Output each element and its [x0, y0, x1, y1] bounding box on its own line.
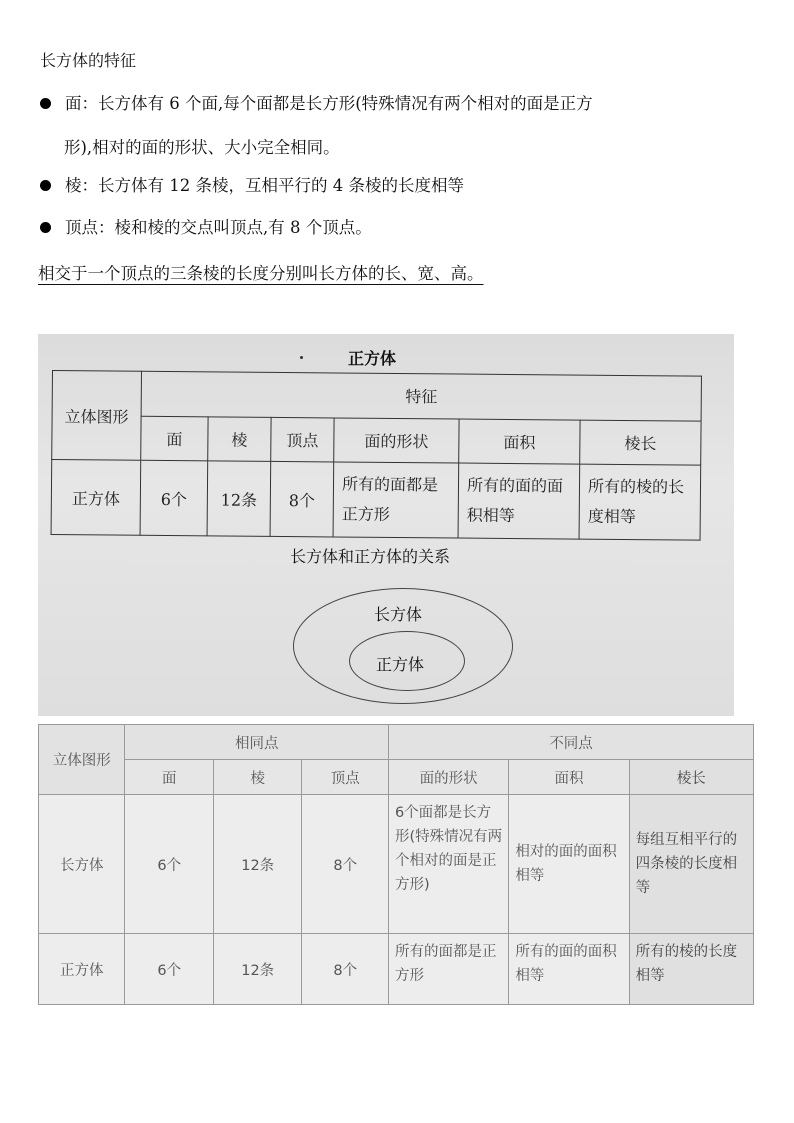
table-cell: 6个 — [125, 795, 213, 934]
table-cell: 所有的棱的长度相等 — [629, 934, 753, 1005]
row-label: 正方体 — [51, 460, 141, 536]
bullet-dot-icon — [40, 98, 51, 109]
table-cell: 6个 — [140, 460, 208, 536]
table-cell: 所有的棱的长度相等 — [579, 464, 701, 540]
bullet-edge-text: 棱：长方体有 12 条棱，互相平行的 4 条棱的长度相等 — [65, 176, 464, 195]
cube-feature-table — [51, 370, 702, 541]
table-cell: 每组互相平行的四条棱的长度相等 — [629, 795, 753, 934]
row-label: 正方体 — [39, 934, 125, 1005]
column-header: 面 — [141, 416, 208, 461]
comparison-scan-image — [38, 724, 754, 994]
table-cell: 8个 — [302, 795, 388, 934]
cube-label: 正方体 — [376, 655, 425, 674]
table-cell: 所有的面的面积相等 — [509, 934, 629, 1005]
bullet-face-text: 面：长方体有 6 个面,每个面都是长方形(特殊情况有两个相对的面是正方 — [65, 94, 593, 113]
table-cell: 6个面都是长方形(特殊情况有两个相对的面是正方形) — [388, 795, 508, 934]
column-header: 面积 — [459, 419, 580, 465]
column-header: 面积 — [509, 760, 629, 795]
table-cell: 所有的面都是正方形 — [333, 462, 459, 538]
same-header-cell: 相同点 — [125, 725, 388, 760]
feature-header-cell: 特征 — [141, 371, 701, 420]
row-label: 长方体 — [39, 795, 125, 934]
column-header: 棱长 — [629, 760, 753, 795]
column-header: 顶点 — [302, 760, 388, 795]
row-header-cell: 立体图形 — [39, 725, 125, 795]
table-cell: 所有的面都是正方形 — [388, 934, 508, 1005]
column-header: 棱 — [213, 760, 302, 795]
cuboid-label: 长方体 — [374, 605, 423, 624]
bullet-dot-icon — [40, 222, 51, 233]
column-header: 棱长 — [580, 420, 701, 466]
cube-table-title: 正方体 — [348, 349, 397, 368]
bullet-dot-icon — [40, 180, 51, 191]
bullet-edge — [40, 176, 765, 196]
relation-title: 长方体和正方体的关系 — [290, 547, 451, 566]
table-cell: 12条 — [207, 461, 271, 537]
comparison-table — [38, 724, 754, 1005]
bullet-vertex — [40, 218, 765, 238]
table-cell: 相对的面的面积相等 — [509, 795, 629, 934]
column-header: 面的形状 — [334, 417, 459, 463]
underlined-definition: 相交于一个顶点的三条棱的长度分别叫长方体的长、宽、高。 — [38, 264, 484, 283]
column-header: 面的形状 — [388, 760, 508, 795]
table-cell: 8个 — [302, 934, 388, 1005]
table-cell: 8个 — [270, 461, 334, 537]
table-cell: 12条 — [213, 934, 302, 1005]
bullet-face — [40, 94, 765, 114]
heading: 长方体的特征 — [40, 51, 137, 70]
row-header-cell: 立体图形 — [52, 371, 142, 461]
bullet-vertex-text: 顶点：棱和棱的交点叫顶点,有 8 个顶点。 — [65, 218, 372, 237]
table-cell: 12条 — [213, 795, 302, 934]
column-header: 面 — [125, 760, 213, 795]
column-header: 顶点 — [271, 417, 334, 462]
column-header: 棱 — [208, 416, 271, 461]
table-cell: 所有的面的面积相等 — [458, 463, 580, 539]
cube-scan-image — [38, 334, 734, 716]
bullet-face-continued: 形),相对的面的形状、大小完全相同。 — [64, 138, 340, 157]
table-cell: 6个 — [125, 934, 213, 1005]
scan-speck — [300, 356, 303, 359]
diff-header-cell: 不同点 — [388, 725, 753, 760]
